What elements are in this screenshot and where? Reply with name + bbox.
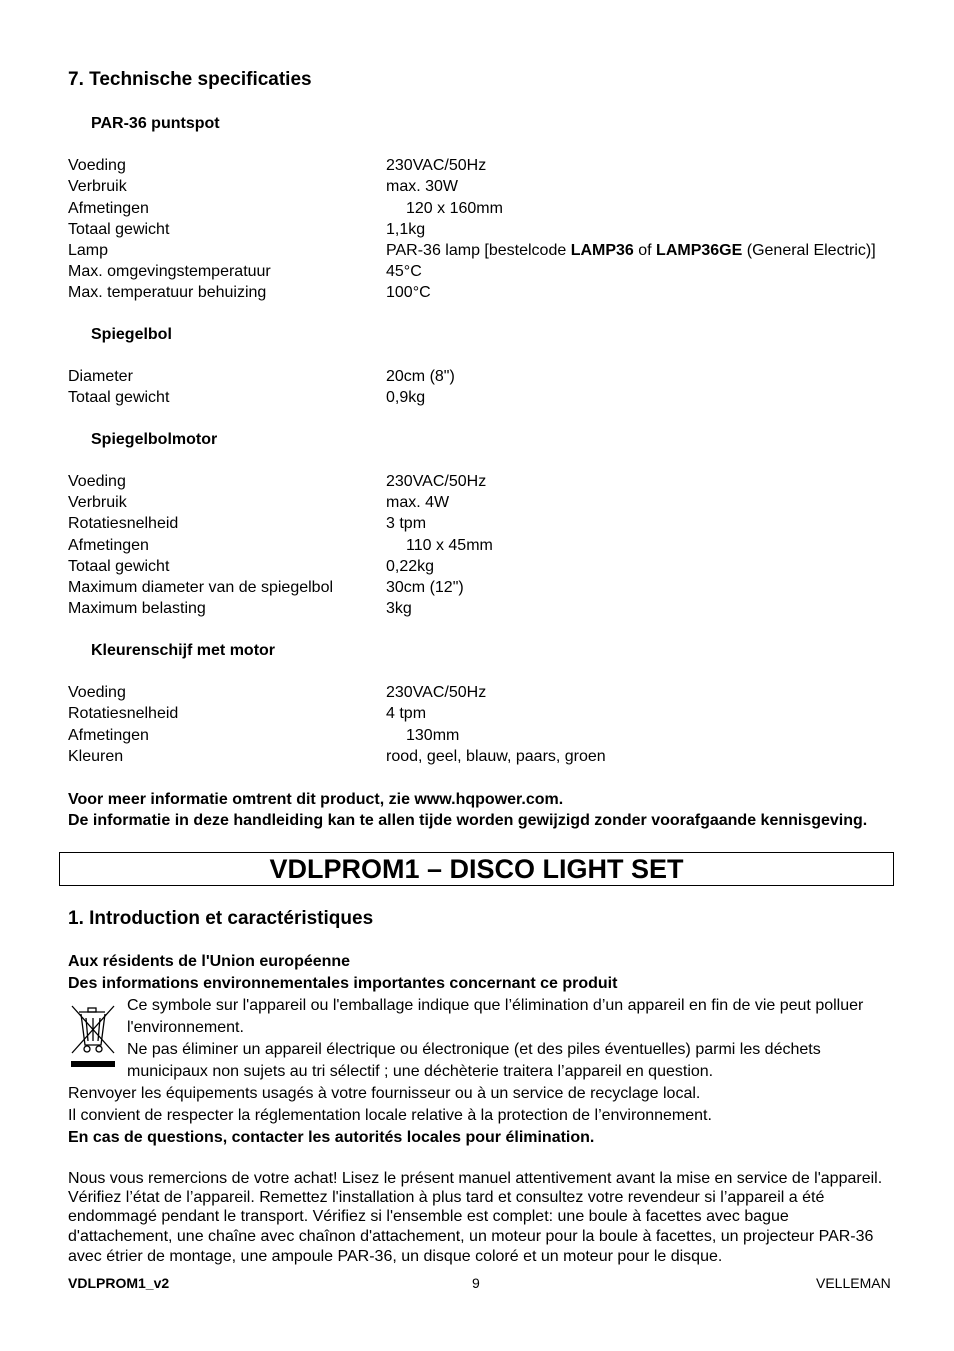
- spec-label: Voeding: [68, 684, 126, 701]
- weee-text-3: Renvoyer les équipements usagés à votre fournisseur ou à un service de recyclage local.: [68, 1085, 701, 1102]
- lamp-text: of: [633, 242, 657, 259]
- spec-label: Totaal gewicht: [68, 221, 170, 238]
- spec-value: rood, geel, blauw, paars, groen: [386, 748, 606, 765]
- spec-value: 3 tpm: [386, 515, 427, 532]
- weee-text-1a: Ce symbole sur l'appareil ou l'emballage indique que l’élimination d’un appareil en fin de vie peut polluer: [127, 997, 864, 1014]
- crossed-out-wheelie-bin-icon: [68, 1003, 118, 1069]
- spec-label: Afmetingen: [68, 200, 149, 217]
- footer-page-number: 9: [472, 1275, 480, 1291]
- spec-label: Kleuren: [68, 748, 124, 765]
- spec-value: 45°C: [386, 263, 422, 280]
- weee-text-4: Il convient de respecter la réglementation locale relative à la protection de l’environnement.: [68, 1107, 712, 1124]
- spec-value: max. 30W: [386, 178, 459, 195]
- spec-value: 230VAC/50Hz: [386, 684, 487, 701]
- spec-value: 230VAC/50Hz: [386, 157, 487, 174]
- spec-label: Voeding: [68, 157, 126, 174]
- spec-label: Max. temperatuur behuizing: [68, 284, 267, 301]
- spec-label: Maximum diameter van de spiegelbol: [68, 579, 334, 596]
- spec-label: Rotatiesnelheid: [68, 515, 179, 532]
- environment-heading: Des informations environnementales importantes concernant ce produit: [68, 975, 618, 992]
- spec-value: 4 tpm: [386, 705, 427, 722]
- spec-value: max. 4W: [386, 494, 450, 511]
- footer-brand: VELLEMAN: [816, 1275, 891, 1291]
- lamp-code-1: LAMP36: [570, 242, 634, 259]
- spec-label: Diameter: [68, 368, 133, 385]
- spec-value: 1,1kg: [386, 221, 426, 238]
- disclaimer-note: De informatie in deze handleiding kan te allen tijde worden gewijzigd zonder voorafgaande kennisgeving.: [68, 812, 868, 829]
- spec-value: 3kg: [386, 600, 412, 617]
- spec-value-lamp: [386, 240, 876, 261]
- intro-line-3: endommagé pendant le transport. Vérifiez si l'ensemble est complet: une boule à facettes avec bague: [68, 1208, 789, 1225]
- weee-text-5: En cas de questions, contacter les autorités locales pour élimination.: [68, 1129, 595, 1146]
- section-title-intro: 1. Introduction et caractéristiques: [68, 908, 374, 929]
- spec-value: 110 x 45mm: [406, 537, 493, 554]
- spec-value: 230VAC/50Hz: [386, 473, 487, 490]
- weee-text-2b: municipaux non sujets au tri sélectif ; une déchèterie traitera l’appareil en question.: [127, 1063, 714, 1080]
- spec-label: Lamp: [68, 242, 109, 259]
- intro-line-2: Vérifiez l’état de l’appareil. Remettez l'installation à plus tard et consultez votre revendeur si l’appareil a été: [68, 1189, 825, 1206]
- spec-value: 30cm (12"): [386, 579, 464, 596]
- product-title-banner: VDLPROM1 – DISCO LIGHT SET: [59, 852, 894, 886]
- spec-label: Voeding: [68, 473, 126, 490]
- subsection-title-par36: PAR-36 puntspot: [91, 115, 220, 132]
- subsection-title-kleuren: Kleurenschijf met motor: [91, 642, 276, 659]
- weee-text-2a: Ne pas éliminer un appareil électrique ou électronique (et des piles éventuelles) parmi les déchets: [127, 1041, 821, 1058]
- spec-label: Verbruik: [68, 494, 127, 511]
- lamp-text: (General Electric)]: [742, 242, 876, 259]
- section-title-specs: 7. Technische specificaties: [68, 69, 312, 90]
- spec-value: 130mm: [406, 727, 460, 744]
- intro-line-1: Nous vous remercions de votre achat! Lisez le présent manuel attentivement avant la mise en service de l'appareil.: [68, 1170, 883, 1187]
- spec-label: Max. omgevingstemperatuur: [68, 263, 271, 280]
- footer-doc-id: VDLPROM1_v2: [68, 1275, 170, 1291]
- spec-label: Verbruik: [68, 178, 127, 195]
- eu-residents-heading: Aux résidents de l'Union européenne: [68, 953, 351, 970]
- intro-line-5: avec étrier de montage, une ampoule PAR-36, un disque coloré et un moteur pour le disque.: [68, 1248, 723, 1265]
- spec-value: 20cm (8"): [386, 368, 455, 385]
- spec-value: 0,22kg: [386, 558, 435, 575]
- lamp-text: PAR-36 lamp [bestelcode: [386, 242, 571, 259]
- spec-label: Rotatiesnelheid: [68, 705, 179, 722]
- subsection-title-spiegelbol: Spiegelbol: [91, 326, 172, 343]
- lamp-code-2: LAMP36GE: [656, 242, 743, 259]
- subsection-title-motor: Spiegelbolmotor: [91, 431, 218, 448]
- spec-label: Maximum belasting: [68, 600, 206, 617]
- intro-line-4: d'attachement, une chaîne avec chaînon d'attachement, un moteur pour la boule à facettes, un projecteur PAR-36: [68, 1228, 874, 1245]
- spec-label: Totaal gewicht: [68, 558, 170, 575]
- spec-label: Totaal gewicht: [68, 389, 170, 406]
- weee-text-1b: l'environnement.: [127, 1019, 244, 1036]
- info-note: Voor meer informatie omtrent dit product, zie www.hqpower.com.: [68, 791, 564, 808]
- spec-value: 0,9kg: [386, 389, 426, 406]
- spec-label: Afmetingen: [68, 537, 149, 554]
- spec-value: 120 x 160mm: [406, 200, 503, 217]
- spec-value: 100°C: [386, 284, 431, 301]
- spec-label: Afmetingen: [68, 727, 149, 744]
